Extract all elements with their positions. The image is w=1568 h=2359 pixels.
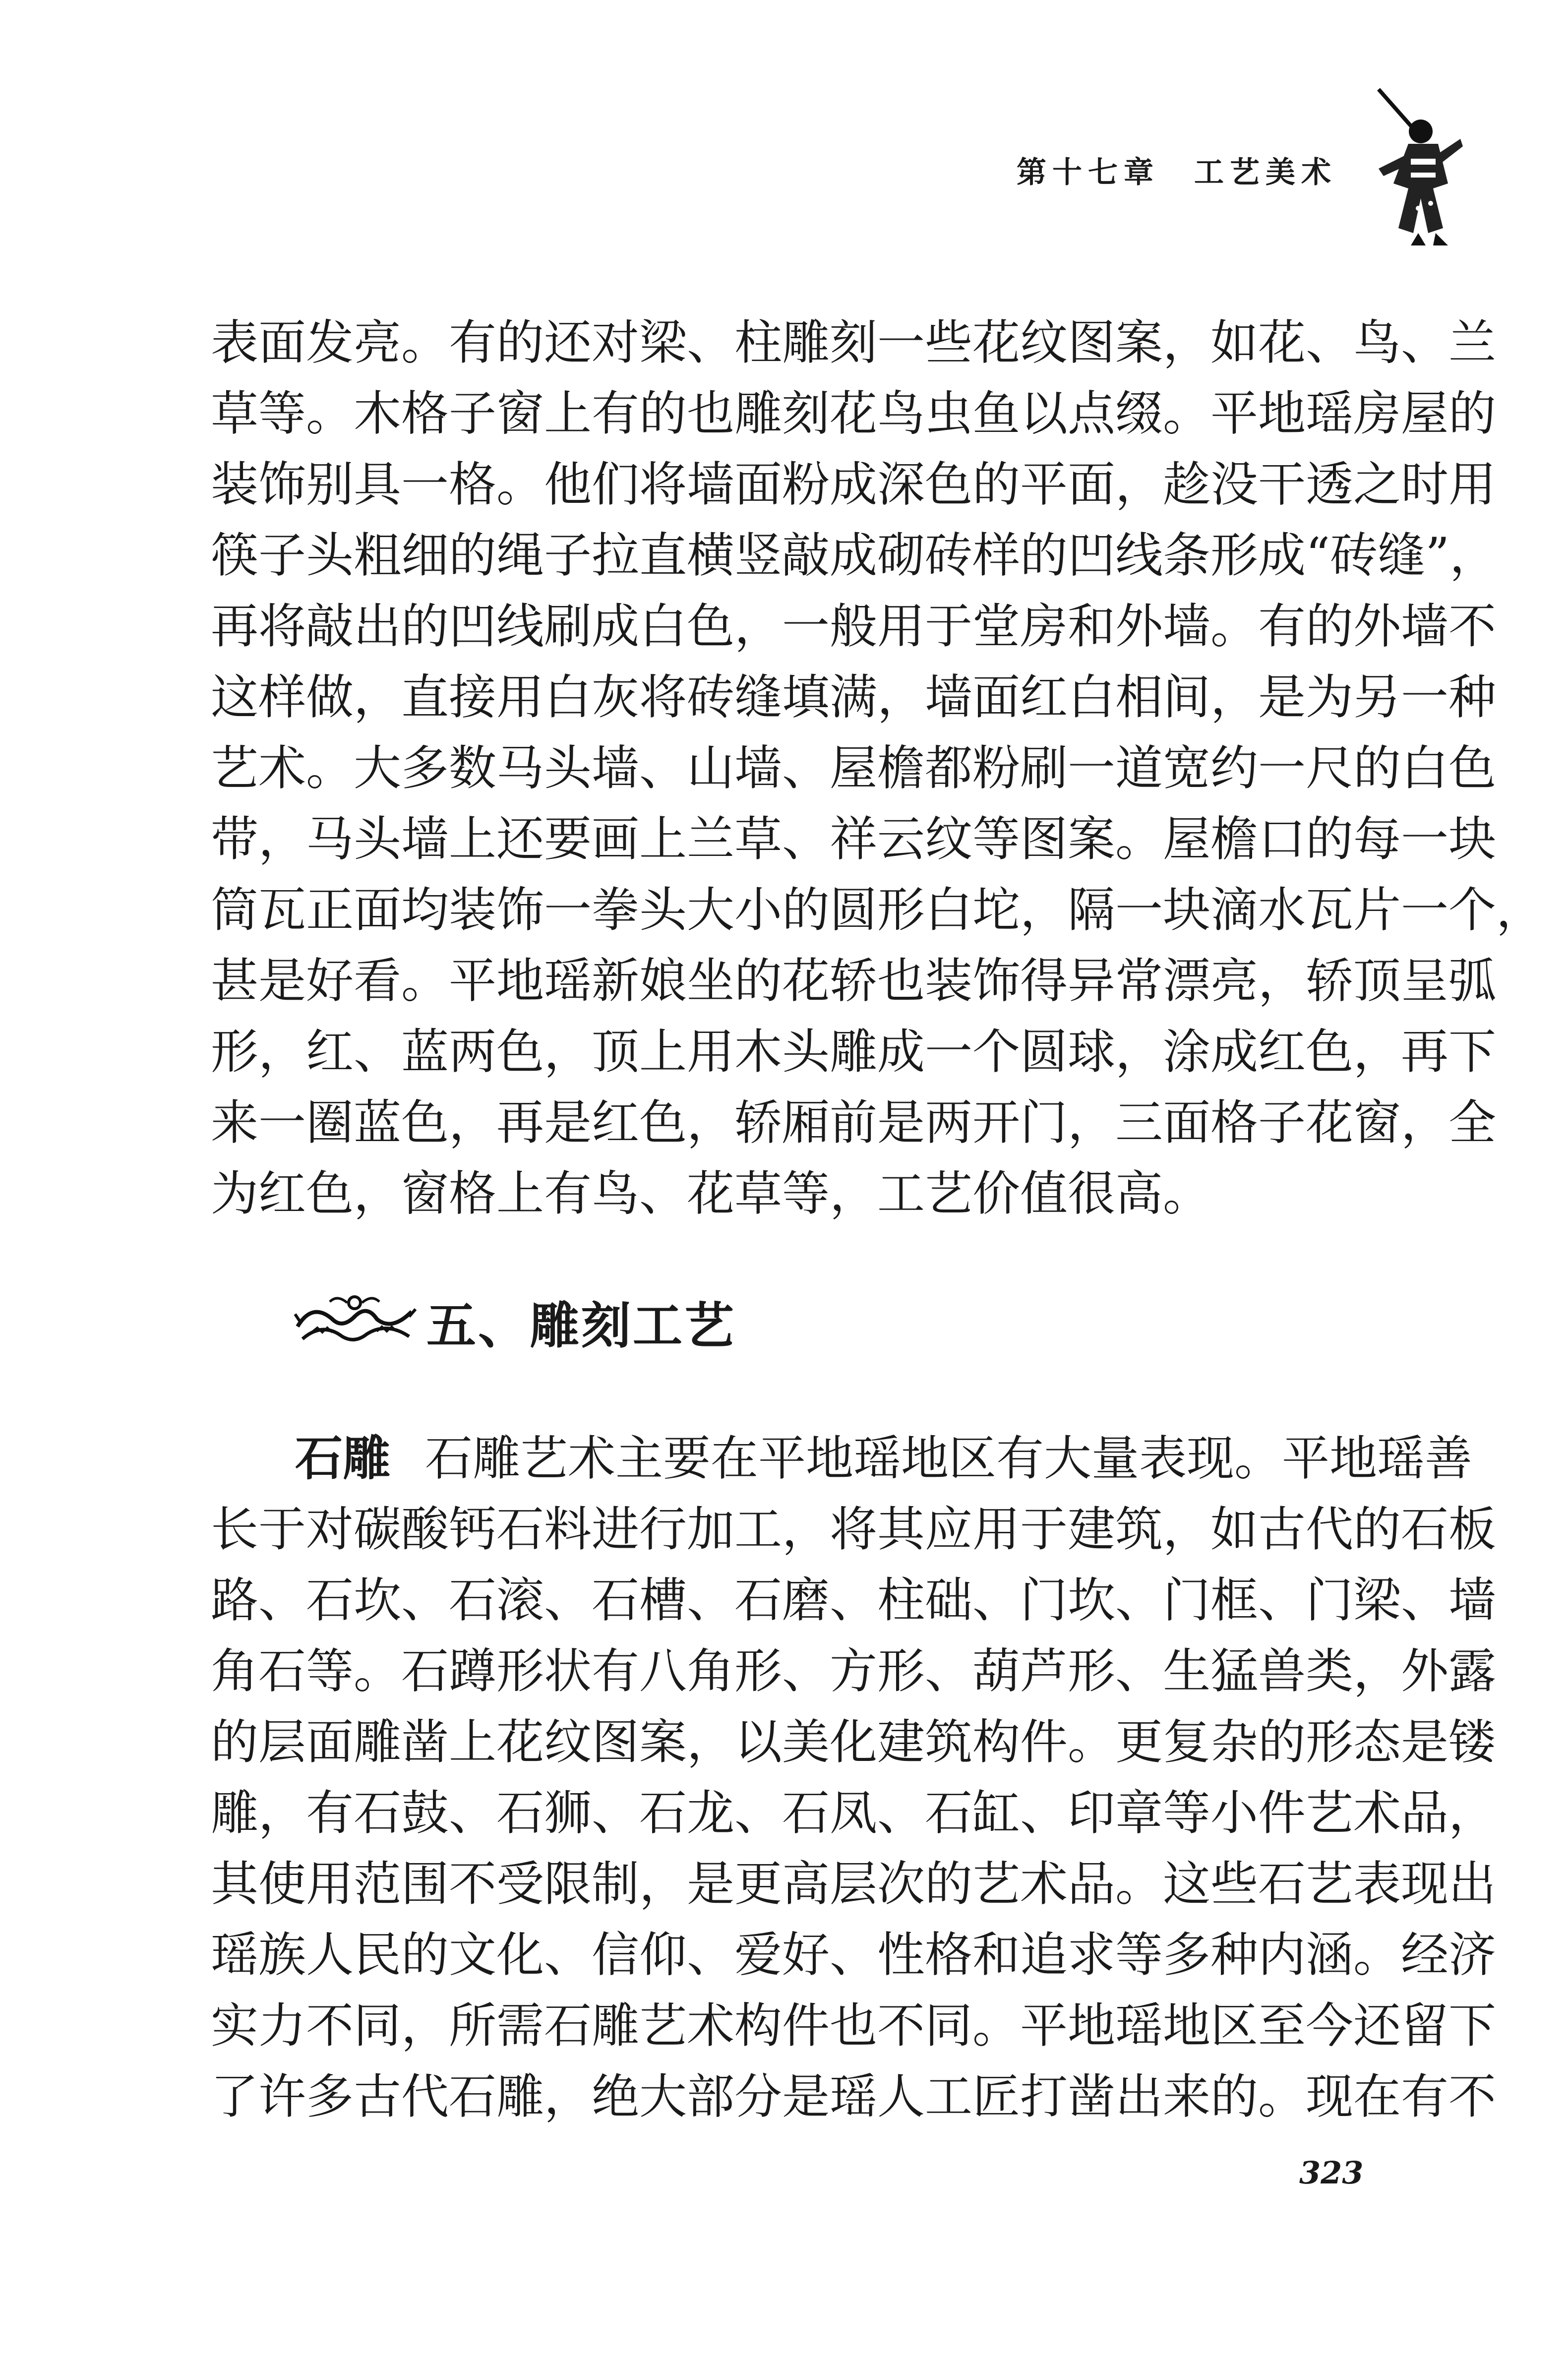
- page-number: 323: [1299, 2155, 1364, 2191]
- text-line: 甚是好看。平地瑶新娘坐的花轿也装饰得异常漂亮，轿顶呈弧: [211, 953, 1496, 1009]
- text-line: 了许多古代石雕，绝大部分是瑶人工匠打凿出来的。现在有不: [211, 2069, 1496, 2124]
- text-line: 再将敲出的凹线刷成白色，一般用于堂房和外墙。有的外墙不: [211, 599, 1496, 654]
- text-line: 这样做，直接用白灰将砖缝填满，墙面红白相间，是为另一种: [211, 669, 1496, 725]
- text-line: 为红色，窗格上有鸟、花草等，工艺价值很高。: [211, 1166, 1210, 1221]
- text-line: 其使用范围不受限制，是更高层次的艺术品。这些石艺表现出: [211, 1856, 1496, 1912]
- dancer-figure-illustration: [1369, 84, 1463, 248]
- text-line: 筷子头粗细的绳子拉直横竖敲成砌砖样的凹线条形成“砖缝”，: [211, 528, 1498, 583]
- running-header: [1017, 149, 1337, 191]
- chapter-label: 第十七章: [1017, 155, 1159, 190]
- text-line: 带，马头墙上还要画上兰草、祥云纹等图案。屋檐口的每一块: [211, 811, 1496, 867]
- text-line: 形，红、蓝两色，顶上用木头雕成一个圆球，涂成红色，再下: [211, 1024, 1496, 1080]
- text-line: 实力不同，所需石雕艺术构件也不同。平地瑶地区至今还留下: [211, 1998, 1496, 2054]
- text-line: 装饰别具一格。他们将墙面粉成深色的平面，趁没干透之时用: [211, 457, 1496, 512]
- text-line: 雕，有石鼓、石狮、石龙、石凤、石缸、印章等小件艺术品，: [211, 1785, 1496, 1841]
- paragraph-architecture-decoration: [211, 307, 1544, 1229]
- text-line: 长于对碳酸钙石料进行加工，将其应用于建筑，如古代的石板: [211, 1502, 1496, 1557]
- section-heading-title: 五、雕刻工艺: [426, 1297, 736, 1355]
- paragraph-stone-carving: [211, 1423, 1496, 2132]
- text-line: 路、石坎、石滚、石槽、石磨、柱础、门坎、门框、门梁、墙: [211, 1573, 1496, 1628]
- text-line: 瑶族人民的文化、信仰、爱好、性格和追求等多种内涵。经济: [211, 1927, 1496, 1983]
- text-line: 的层面雕凿上花纹图案，以美化建筑构件。更复杂的形态是镂: [211, 1714, 1496, 1770]
- text-line-first: [211, 1423, 1472, 1494]
- section-heading: [293, 1284, 736, 1359]
- dragon-ornament-icon: [293, 1292, 417, 1351]
- text-line: 角石等。石蹲形状有八角形、方形、葫芦形、生猛兽类，外露: [211, 1643, 1496, 1699]
- text-line: 筒瓦正面均装饰一拳头大小的圆形白坨，隔一块滴水瓦片一个，: [211, 882, 1544, 938]
- first-line-text: 石雕艺术主要在平地瑶地区有大量表现。平地瑶善: [425, 1431, 1472, 1486]
- lead-term: 石雕: [295, 1431, 390, 1486]
- text-line: 来一圈蓝色，再是红色，轿厢前是两开门，三面格子花窗，全: [211, 1095, 1496, 1150]
- text-line: 表面发亮。有的还对梁、柱雕刻一些花纹图案，如花、鸟、兰: [211, 315, 1496, 370]
- chapter-title: 工艺美术: [1194, 155, 1337, 190]
- text-line: 草等。木格子窗上有的也雕刻花鸟虫鱼以点缀。平地瑶房屋的: [211, 386, 1496, 441]
- text-line: 艺术。大多数马头墙、山墙、屋檐都粉刷一道宽约一尺的白色: [211, 740, 1496, 796]
